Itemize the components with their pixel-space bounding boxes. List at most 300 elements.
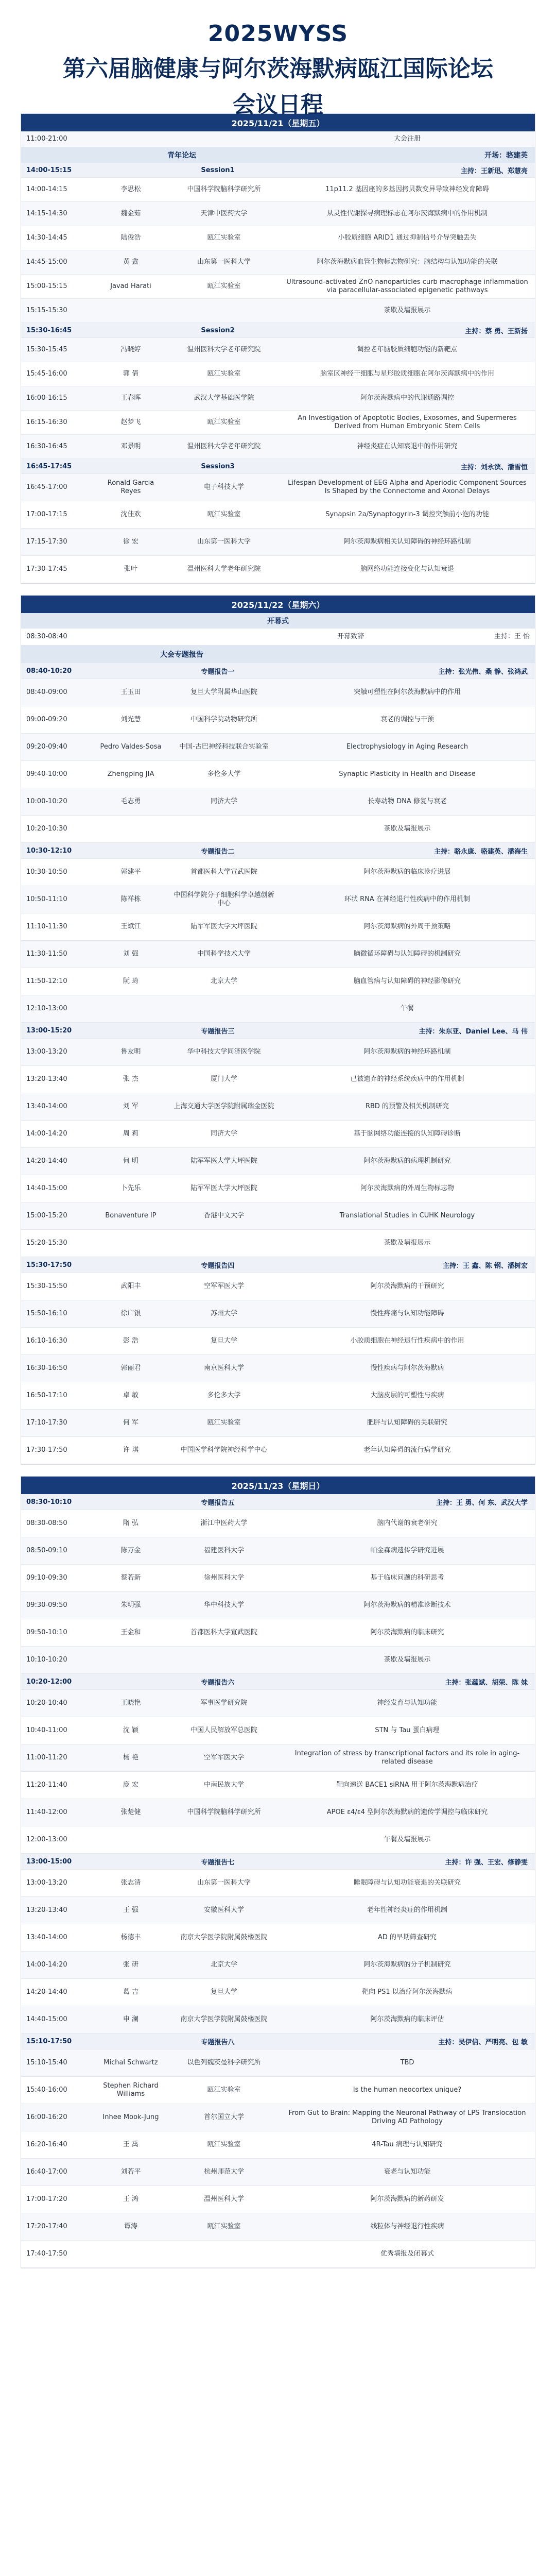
row-topic: 脑内代谢的衰老研究 bbox=[377, 1519, 438, 1527]
row-topic: Integration of stress by transcriptional factors and its role in aging-related disease bbox=[294, 1749, 520, 1766]
row-speaker: 魏金茹 bbox=[120, 209, 141, 217]
row-topic: From Gut to Brain: Mapping the Neuronal Pathway of LPS Translocation Driving AD Pathology bbox=[288, 2109, 526, 2125]
row-org: 上海交通大学医学院附属瑞金医院 bbox=[173, 1102, 274, 1110]
session-header-row bbox=[21, 163, 535, 178]
row-time: 15:40-16:00 bbox=[26, 2086, 67, 2094]
table-row bbox=[21, 1592, 535, 1619]
row-org: 陆军军医大学大坪医院 bbox=[190, 922, 257, 930]
session-title: 专题报告六 bbox=[201, 1679, 235, 1687]
row-time: 09:40-10:00 bbox=[26, 770, 67, 778]
day2-table bbox=[21, 595, 535, 1465]
table-row bbox=[21, 995, 535, 1023]
row-org: 华中科技大学 bbox=[203, 1601, 244, 1609]
table-row bbox=[21, 941, 535, 968]
row-topic: 阿尔茨海默病的临床评估 bbox=[370, 2015, 444, 2023]
row-speaker: 何 明 bbox=[123, 1157, 139, 1165]
row-time: 08:30-08:50 bbox=[26, 1519, 67, 1527]
row-speaker: Stephen Richard Williams bbox=[103, 2081, 159, 2098]
table-row bbox=[21, 734, 535, 761]
row-time: 12:00-13:00 bbox=[26, 1835, 67, 1843]
row-org: 中国科学院分子细胞科学卓越创新中心 bbox=[173, 891, 274, 907]
session-host: 主持：吴伊信、严明亮、包 敏 bbox=[438, 2038, 528, 2046]
row-time: 08:40-09:00 bbox=[26, 688, 67, 696]
row-time: 15:50-16:10 bbox=[26, 1309, 67, 1317]
row-time: 14:00-14:15 bbox=[26, 185, 67, 193]
section-title: 大会专题报告 bbox=[160, 651, 203, 659]
row-org: 南京大学医学院附属鼓楼医院 bbox=[180, 1933, 268, 1941]
row-topic: 茶歇及墙报展示 bbox=[384, 306, 431, 314]
row-time: 10:50-11:10 bbox=[26, 895, 67, 903]
row-org: 以色列魏茨曼科学研究所 bbox=[187, 2058, 261, 2066]
table-row bbox=[21, 1382, 535, 1410]
row-org: 北京大学 bbox=[210, 977, 237, 985]
row-speaker: 陈万金 bbox=[120, 1546, 141, 1554]
row-topic: Ultrasound-activated ZnO nanoparticles curb macrophage inflammation via paracellular-associated epigenetic pathways bbox=[286, 278, 528, 294]
row-topic: STN 与 Tau 蛋白病理 bbox=[375, 1726, 440, 1734]
row-org: 温州医科大学 bbox=[203, 2195, 244, 2203]
table-row bbox=[21, 1148, 535, 1175]
row-speaker: 王 鸿 bbox=[123, 2195, 139, 2203]
table-row bbox=[21, 1175, 535, 1202]
page-title: 2025WYSS bbox=[207, 21, 349, 47]
table-row bbox=[21, 1952, 535, 1979]
row-speaker: 刘 强 bbox=[123, 950, 139, 958]
row-topic: 衰老与认知功能 bbox=[384, 2167, 431, 2176]
row-topic: 睡眠障碍与认知功能衰退的关联研究 bbox=[353, 1878, 461, 1887]
row-topic: 大会注册 bbox=[393, 134, 421, 143]
table-row bbox=[21, 1619, 535, 1647]
table-row bbox=[21, 2104, 535, 2131]
row-org: 瓯江实验室 bbox=[207, 282, 241, 290]
row-org: 南京医科大学 bbox=[203, 1364, 244, 1372]
row-time: 13:40-14:00 bbox=[26, 1102, 67, 1110]
row-org: 复旦大学附属华山医院 bbox=[190, 688, 257, 696]
row-speaker: 王 强 bbox=[123, 1906, 139, 1914]
row-org: 中国医学科学院神经科学中心 bbox=[180, 1446, 268, 1454]
session-title: 专题报告七 bbox=[201, 1858, 235, 1867]
row-org: 同济大学 bbox=[210, 1129, 237, 1138]
row-topic: 已被遗弃的神经系统疾病中的作用机制 bbox=[350, 1075, 464, 1083]
row-speaker: 卜先乐 bbox=[120, 1184, 141, 1192]
table-row bbox=[21, 1690, 535, 1717]
session-time: 16:45-17:45 bbox=[26, 462, 72, 470]
row-org: 中国科学院脑科学研究所 bbox=[187, 1808, 261, 1816]
row-org: 山东第一医科大学 bbox=[197, 258, 251, 266]
row-org: 杭州师范大学 bbox=[203, 2167, 244, 2176]
row-speaker: 许 琪 bbox=[123, 1446, 139, 1454]
row-speaker: Pedro Valdes-Sosa bbox=[100, 742, 162, 751]
row-topic: 老年性神经炎症的作用机制 bbox=[367, 1906, 447, 1914]
row-org: 中国科学院动物研究所 bbox=[190, 715, 257, 723]
table-row bbox=[21, 913, 535, 941]
row-org: 空军军医大学 bbox=[203, 1282, 244, 1290]
row-time: 16:45-17:00 bbox=[26, 483, 67, 491]
table-row bbox=[21, 1437, 535, 1464]
row-org: 中国-古巴神经科技联合实验室 bbox=[179, 742, 269, 751]
row-topic: 长寿动物 DNA 修复与衰老 bbox=[368, 797, 447, 805]
row-time: 09:50-10:10 bbox=[26, 1628, 67, 1636]
row-speaker: 鲁友明 bbox=[120, 1047, 141, 1056]
opening-band bbox=[21, 613, 535, 629]
session-header-row bbox=[21, 1854, 535, 1870]
row-org: 香港中文大学 bbox=[203, 1211, 244, 1219]
table-row bbox=[21, 1510, 535, 1537]
row-topic: AD 的早期筛查研究 bbox=[377, 1933, 437, 1941]
table-row bbox=[21, 816, 535, 843]
table-row bbox=[21, 1772, 535, 1799]
row-topic: 慢性疾病与阿尔茨海默病 bbox=[370, 1364, 444, 1372]
session-header-row bbox=[21, 1257, 535, 1273]
table-row bbox=[21, 761, 535, 788]
row-speaker: 王 禹 bbox=[123, 2140, 139, 2148]
row-org: 复旦大学 bbox=[210, 1988, 237, 1996]
table-row bbox=[21, 338, 535, 362]
row-time: 09:30-09:50 bbox=[26, 1601, 67, 1609]
row-speaker: 张叶 bbox=[124, 565, 137, 573]
table-row bbox=[21, 2049, 535, 2077]
row-org: 瓯江实验室 bbox=[207, 510, 241, 518]
session-header-row bbox=[21, 459, 535, 474]
row-topic: 突触可塑性在阿尔茨海默病中的作用 bbox=[353, 688, 461, 696]
row-speaker: 邓景明 bbox=[120, 442, 141, 450]
row-speaker: Michal Schwartz bbox=[103, 2058, 158, 2066]
table-row bbox=[21, 1565, 535, 1592]
row-org: 厦门大学 bbox=[210, 1075, 237, 1083]
row-time: 16:30-16:50 bbox=[26, 1364, 67, 1372]
row-speaker: 阮 琦 bbox=[123, 977, 139, 985]
table-row bbox=[21, 2213, 535, 2241]
row-speaker: 冯晓婷 bbox=[120, 345, 141, 353]
session-host: 主持：王 勇、何 东、武汉大学 bbox=[436, 1499, 528, 1507]
row-time: 15:20-15:30 bbox=[26, 1239, 67, 1247]
row-time: 13:20-13:40 bbox=[26, 1075, 67, 1083]
table-row bbox=[21, 1979, 535, 2006]
row-topic: 基于临床问题的科研思考 bbox=[370, 1573, 444, 1582]
table-row bbox=[21, 886, 535, 913]
row-time: 16:20-16:40 bbox=[26, 2140, 67, 2148]
row-time: 08:30-08:40 bbox=[26, 632, 67, 640]
row-topic: 阿尔茨海默病相关认知障碍的神经环路机制 bbox=[343, 537, 471, 546]
row-org: 电子科技大学 bbox=[203, 483, 244, 491]
row-topic: 阿尔茨海默病的病理机制研究 bbox=[363, 1157, 451, 1165]
opening-title: 开幕式 bbox=[267, 617, 289, 625]
row-speaker: 谭涛 bbox=[124, 2222, 137, 2230]
session-time: 10:30-12:10 bbox=[26, 846, 72, 855]
table-row bbox=[21, 275, 535, 299]
row-org: 军事医学研究院 bbox=[200, 1699, 248, 1707]
session-title: Session2 bbox=[201, 326, 235, 334]
row-speaker: 徐 宏 bbox=[123, 537, 139, 546]
table-row bbox=[21, 1826, 535, 1854]
row-topic: Synaptic Plasticity in Health and Disease bbox=[339, 770, 476, 778]
table-row bbox=[21, 2131, 535, 2159]
table-row bbox=[21, 1273, 535, 1300]
row-speaker: 陆俊浩 bbox=[120, 233, 141, 242]
session-header-row bbox=[21, 1494, 535, 1510]
row-org: 多伦多大学 bbox=[207, 770, 241, 778]
table-row bbox=[21, 679, 535, 706]
row-org: 山东第一医科大学 bbox=[197, 1878, 251, 1887]
row-time: 14:00-14:20 bbox=[26, 1960, 67, 1969]
row-time: 08:50-09:10 bbox=[26, 1546, 67, 1554]
row-speaker: 李思松 bbox=[120, 185, 141, 193]
row-topic: 大脑皮层的可塑性与疾病 bbox=[370, 1391, 444, 1399]
row-org: 空军军医大学 bbox=[203, 1753, 244, 1761]
table-row bbox=[21, 859, 535, 886]
row-org: 北京大学 bbox=[210, 1960, 237, 1969]
row-topic: 从灵性代谢探寻病理标志在阿尔茨海默病中的作用机制 bbox=[326, 209, 488, 217]
row-speaker: 沈 颖 bbox=[123, 1726, 139, 1734]
row-time: 17:40-17:50 bbox=[26, 2249, 67, 2258]
row-topic: 11p11.2 基因座的多基因拷贝数变异导致神经发育障碍 bbox=[325, 185, 489, 193]
row-topic: 小胶质细胞 ARID1 通过抑制信号介导突触丢失 bbox=[338, 233, 477, 242]
row-time: 11:20-11:40 bbox=[26, 1781, 67, 1789]
row-speaker: 毛志勇 bbox=[120, 797, 141, 805]
row-time: 11:30-11:50 bbox=[26, 950, 67, 958]
row-org: 武汉大学基础医学院 bbox=[194, 394, 254, 402]
row-topic: 神经炎症在认知衰退中的作用研究 bbox=[357, 442, 458, 450]
row-topic: 阿尔茨海默病中的代谢通路调控 bbox=[360, 394, 454, 402]
row-org: 徐州医科大学 bbox=[203, 1573, 244, 1582]
table-row bbox=[21, 501, 535, 529]
table-row bbox=[21, 1039, 535, 1066]
row-topic: Is the human neocortex unique? bbox=[353, 2086, 462, 2094]
row-speaker: 王斌江 bbox=[120, 922, 141, 930]
table-row bbox=[21, 1230, 535, 1257]
day3-table bbox=[21, 1476, 535, 2268]
row-speaker: Zhengping JIA bbox=[107, 770, 154, 778]
row-time: 15:30-15:50 bbox=[26, 1282, 67, 1290]
row-speaker: 朱明强 bbox=[120, 1601, 141, 1609]
table-row bbox=[21, 386, 535, 411]
row-topic: 脑室区神经干细胞与星形胶质细胞在阿尔茨海默病中的作用 bbox=[320, 369, 494, 378]
table-row bbox=[21, 202, 535, 226]
row-topic: 4R-Tau 病理与认知研究 bbox=[372, 2140, 443, 2148]
row-time: 17:00-17:15 bbox=[26, 510, 67, 518]
table-row bbox=[21, 2186, 535, 2213]
session-title: 专题报告八 bbox=[201, 2038, 235, 2046]
session-title: 专题报告一 bbox=[201, 668, 235, 676]
row-time: 14:00-14:20 bbox=[26, 1129, 67, 1138]
row-time: 11:40-12:00 bbox=[26, 1808, 67, 1816]
row-speaker: 武阳丰 bbox=[120, 1282, 141, 1290]
table-row bbox=[21, 474, 535, 501]
row-topic: 肥胖与认知障碍的关联研究 bbox=[367, 1418, 447, 1427]
table-row bbox=[21, 1328, 535, 1355]
session-header-row bbox=[21, 1023, 535, 1039]
row-topic: Translational Studies in CUHK Neurology bbox=[339, 1211, 475, 1219]
row-topic: 线粒体与神经退行性疾病 bbox=[370, 2222, 444, 2230]
row-topic: Synapsin 2a/Synaptogyrin-3 调控突触前小泡的功能 bbox=[325, 510, 489, 518]
row-time: 14:20-14:40 bbox=[26, 1988, 67, 1996]
row-org: 中国人民解放军总医院 bbox=[190, 1726, 257, 1734]
row-org: 中国科学技术大学 bbox=[197, 950, 251, 958]
row-org: 瓯江实验室 bbox=[207, 418, 241, 426]
day-date-band: 2025/11/22（星期六） bbox=[21, 596, 535, 613]
row-time: 10:20-10:40 bbox=[26, 1699, 67, 1707]
row-time: 09:20-09:40 bbox=[26, 742, 67, 751]
row-topic: APOE ε4/ε4 型阿尔茨海默病的遗传学调控与临床研究 bbox=[326, 1808, 488, 1816]
session-host: 主持：张蕴斌、胡荣、陈 妹 bbox=[445, 1679, 528, 1687]
row-speaker: 隋 弘 bbox=[123, 1519, 139, 1527]
table-row bbox=[21, 1537, 535, 1565]
row-org: 山东第一医科大学 bbox=[197, 537, 251, 546]
table-row bbox=[21, 1647, 535, 1674]
table-row bbox=[21, 299, 535, 323]
row-topic: 茶歇及墙报展示 bbox=[384, 1239, 431, 1247]
row-speaker: 卓 敏 bbox=[123, 1391, 139, 1399]
row-speaker: 彭 浩 bbox=[123, 1336, 139, 1345]
row-time: 17:30-17:50 bbox=[26, 1446, 67, 1454]
session-header-row bbox=[21, 2033, 535, 2049]
agenda-title: 会议日程 bbox=[233, 92, 323, 118]
row-topic: 调控老年脑胶质细胞功能的新靶点 bbox=[357, 345, 458, 353]
row-topic: 阿尔茨海默病的精准诊断技术 bbox=[363, 1601, 451, 1609]
table-row bbox=[21, 706, 535, 734]
row-org: 瓯江实验室 bbox=[207, 369, 241, 378]
row-org: 中国科学院脑科学研究所 bbox=[187, 185, 261, 193]
table-row bbox=[21, 1093, 535, 1121]
session-time: 15:30-16:45 bbox=[26, 326, 72, 334]
row-topic: 茶歇及墙报展示 bbox=[384, 824, 431, 833]
row-time: 17:30-17:45 bbox=[26, 565, 67, 573]
row-topic: An Investigation of Apoptotic Bodies, Exosomes, and Supermeres Derived from Human Embryonic Stem Cells bbox=[298, 414, 517, 430]
row-topic: 帕金森病遗传学研究进展 bbox=[370, 1546, 444, 1554]
row-time: 10:20-10:30 bbox=[26, 824, 67, 833]
table-row bbox=[21, 1870, 535, 1897]
session-host: 主持：张光伟、桑 静、张鸿武 bbox=[438, 668, 528, 676]
table-row bbox=[21, 131, 535, 147]
row-time: 10:30-10:50 bbox=[26, 868, 67, 876]
session-title: 专题报告三 bbox=[201, 1027, 235, 1036]
row-topic: 阿尔茨海默病血管生物标志物研究：脑结构与认知功能的关联 bbox=[317, 258, 498, 266]
row-topic: 阿尔茨海默病的临床研究 bbox=[370, 1628, 444, 1636]
row-speaker: 张 杰 bbox=[123, 1075, 139, 1083]
table-row bbox=[21, 788, 535, 816]
row-speaker: 葛 吉 bbox=[123, 1988, 139, 1996]
row-org: 天津中医药大学 bbox=[200, 209, 248, 217]
row-speaker: 杨 艳 bbox=[123, 1753, 139, 1761]
row-topic: 靶向递送 BACE1 siRNA 用于阿尔茨海默病治疗 bbox=[336, 1781, 478, 1789]
row-org: 复旦大学 bbox=[210, 1336, 237, 1345]
row-topic: RBD 的预警及相关机制研究 bbox=[365, 1102, 449, 1110]
session-time: 10:20-12:00 bbox=[26, 1677, 72, 1686]
session-header-row bbox=[21, 843, 535, 859]
row-topic: Electrophysiology in Aging Research bbox=[346, 742, 468, 751]
row-org: 瓯江实验室 bbox=[207, 233, 241, 242]
table-row bbox=[21, 1202, 535, 1230]
page-header bbox=[0, 0, 556, 118]
row-speaker: 何 军 bbox=[123, 1418, 139, 1427]
session-title: 专题报告二 bbox=[201, 848, 235, 856]
row-time: 16:15-16:30 bbox=[26, 418, 67, 426]
session-header-row bbox=[21, 1674, 535, 1690]
row-org: 中南民族大学 bbox=[203, 1781, 244, 1789]
row-org: 首尔国立大学 bbox=[203, 2113, 244, 2121]
row-time: 14:30-14:45 bbox=[26, 233, 67, 242]
row-topic: TBD bbox=[400, 2058, 414, 2066]
row-speaker: 杨德丰 bbox=[120, 1933, 141, 1941]
row-time: 14:15-14:30 bbox=[26, 209, 67, 217]
row-speaker: 陈祥栋 bbox=[120, 895, 141, 903]
row-time: 14:20-14:40 bbox=[26, 1157, 67, 1165]
row-speaker: 刘若平 bbox=[120, 2167, 141, 2176]
row-time: 12:10-13:00 bbox=[26, 1004, 67, 1012]
row-org: 福建医科大学 bbox=[203, 1546, 244, 1554]
table-row bbox=[21, 556, 535, 583]
row-speaker: 蔡若新 bbox=[120, 1573, 141, 1582]
section-band bbox=[21, 646, 535, 663]
row-speaker: Bonaventure IP bbox=[105, 1211, 157, 1219]
day-date-band: 2025/11/23（星期日） bbox=[21, 1477, 535, 1494]
table-row bbox=[21, 2159, 535, 2186]
row-time: 16:30-16:45 bbox=[26, 442, 67, 450]
section-title: 青年论坛 bbox=[167, 151, 196, 160]
row-time: 13:40-14:00 bbox=[26, 1933, 67, 1941]
row-speaker: 王金和 bbox=[120, 1628, 141, 1636]
row-topic: 阿尔茨海默病的外周生物标志物 bbox=[360, 1184, 454, 1192]
row-topic: 午餐 bbox=[400, 1004, 414, 1012]
row-org: 首都医科大学宣武医院 bbox=[190, 868, 257, 876]
row-topic: 优秀墙报及闭幕式 bbox=[380, 2249, 434, 2258]
row-speaker: Inhee Mook-Jung bbox=[102, 2113, 159, 2121]
row-time: 11:00-11:20 bbox=[26, 1753, 67, 1761]
table-row bbox=[21, 250, 535, 275]
row-topic: 老年认知障碍的流行病学研究 bbox=[363, 1446, 451, 1454]
row-topic: 阿尔茨海默病的新药研发 bbox=[370, 2195, 444, 2203]
session-host: 主持：刘永滨、潘雪恒 bbox=[460, 463, 528, 471]
table-row bbox=[21, 1717, 535, 1744]
table-row bbox=[21, 1121, 535, 1148]
row-org: 苏州大学 bbox=[210, 1309, 237, 1317]
row-time: 17:10-17:30 bbox=[26, 1418, 67, 1427]
table-row bbox=[21, 411, 535, 435]
row-speaker: 王春晖 bbox=[120, 394, 141, 402]
row-speaker: 张楚健 bbox=[120, 1808, 141, 1816]
row-topic: 开幕致辞 bbox=[337, 632, 364, 640]
row-org: 瓯江实验室 bbox=[207, 2140, 241, 2148]
row-time: 16:00-16:20 bbox=[26, 2113, 67, 2121]
row-topic: 衰老的调控与干预 bbox=[380, 715, 434, 723]
row-topic: 阿尔茨海默病的分子机制研究 bbox=[363, 1960, 451, 1969]
table-row bbox=[21, 1300, 535, 1328]
row-time: 15:30-15:45 bbox=[26, 345, 67, 353]
session-host: 主持：朱东亚、Daniel Lee、马 伟 bbox=[419, 1027, 528, 1036]
row-time: 14:45-15:00 bbox=[26, 258, 67, 266]
row-topic: 阿尔茨海默病的神经环路机制 bbox=[363, 1047, 451, 1056]
row-speaker: Ronald Garcia Reyes bbox=[107, 479, 154, 495]
row-topic: 靶向 PS1 以治疗阿尔茨海默病 bbox=[362, 1988, 453, 1996]
row-org: 陆军军医大学大坪医院 bbox=[190, 1157, 257, 1165]
session-title: Session3 bbox=[201, 462, 235, 470]
row-time: 17:00-17:20 bbox=[26, 2195, 67, 2203]
row-speaker: 王玉田 bbox=[120, 688, 141, 696]
row-topic: 脑血管病与认知障碍的神经影像研究 bbox=[353, 977, 461, 985]
table-row bbox=[21, 1744, 535, 1772]
row-time: 15:15-15:30 bbox=[26, 306, 67, 314]
section-host: 开场：骆建英 bbox=[484, 151, 528, 160]
table-row bbox=[21, 1799, 535, 1826]
row-speaker: 申 澜 bbox=[123, 2015, 139, 2023]
session-time: 13:00-15:00 bbox=[26, 1857, 72, 1866]
row-org: 温州医科大学老年研究院 bbox=[187, 442, 261, 450]
table-row bbox=[21, 1897, 535, 1924]
row-org: 安徽医科大学 bbox=[203, 1906, 244, 1914]
row-org: 瓯江实验室 bbox=[207, 2086, 241, 2094]
session-host: 主持：蔡 勇、王新扬 bbox=[465, 327, 528, 335]
row-speaker: 张 研 bbox=[123, 1960, 139, 1969]
row-time: 13:20-13:40 bbox=[26, 1906, 67, 1914]
